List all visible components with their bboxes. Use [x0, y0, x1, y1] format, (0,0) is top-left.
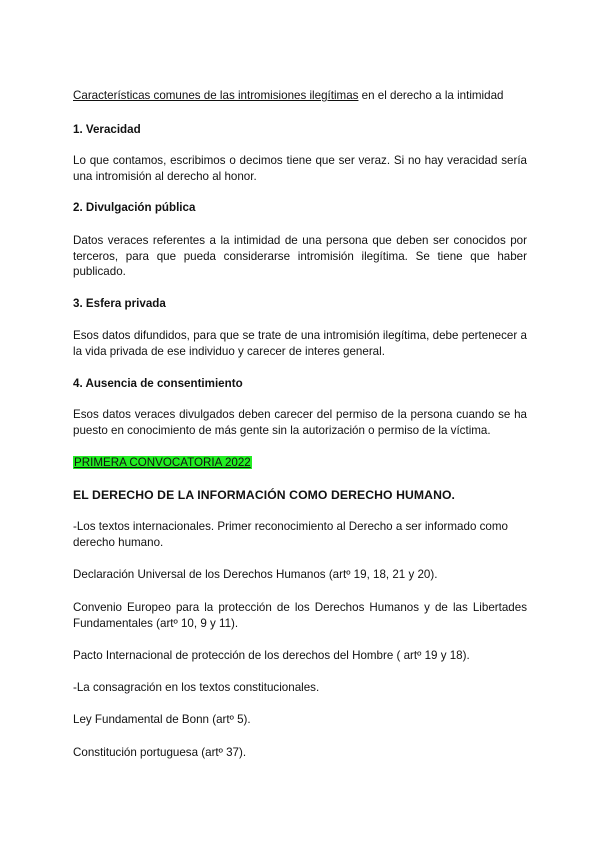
- paragraph-european-convention: Convenio Europeo para la protección de los Derechos Humanos y de las Libertades Fundamentales (artº 10, 9 y 11).: [73, 601, 527, 630]
- document-title-underlined: Características comunes de las intromisiones ilegítimas: [73, 89, 359, 102]
- main-heading: EL DERECHO DE LA INFORMACIÓN COMO DERECHO HUMANO.: [73, 488, 456, 502]
- section-1-heading: 1. Veracidad: [73, 123, 141, 136]
- highlighted-session-text: PRIMERA CONVOCATORIA 2022: [74, 456, 251, 469]
- document-title: [73, 88, 527, 104]
- section-3-body: Esos datos difundidos, para que se trate de una intromisión ilegítima, debe pertenecer a la vida privada de ese individuo y carecer de interes general.: [73, 329, 527, 358]
- exam-session-label: [73, 455, 527, 471]
- section-4-body: Esos datos veraces divulgados deben carecer del permiso de la persona cuando se ha puesto en conocimiento de más gente sin la autorización o permiso de la víctima.: [73, 408, 527, 437]
- section-4-heading: 4. Ausencia de consentimiento: [73, 377, 243, 390]
- paragraph-international-covenant: Pacto Internacional de protección de los derechos del Hombre ( artº 19 y 18).: [73, 649, 470, 662]
- paragraph-universal-declaration: Declaración Universal de los Derechos Humanos (artº 19, 18, 21 y 20).: [73, 568, 438, 581]
- section-3-heading: 3. Esfera privada: [73, 297, 166, 310]
- section-1-body: Lo que contamos, escribimos o decimos tiene que ser veraz. Si no hay veracidad sería una intromisión al derecho al honor.: [73, 154, 527, 183]
- paragraph-portuguese-constitution: Constitución portuguesa (artº 37).: [73, 746, 247, 759]
- section-2-body: Datos veraces referentes a la intimidad de una persona que deben ser conocidos por terceros, para que pueda considerarse intromisión ilegítima. Se tiene que haber publicado.: [73, 234, 527, 278]
- paragraph-international-texts: -Los textos internacionales. Primer reconocimiento al Derecho a ser informado como derecho humano.: [73, 520, 508, 549]
- section-2-heading: 2. Divulgación pública: [73, 201, 196, 214]
- document-title-rest: en el derecho a la intimidad: [358, 89, 504, 102]
- paragraph-bonn-law: Ley Fundamental de Bonn (artº 5).: [73, 713, 251, 726]
- paragraph-constitutional-texts: -La consagración en los textos constitucionales.: [73, 681, 320, 694]
